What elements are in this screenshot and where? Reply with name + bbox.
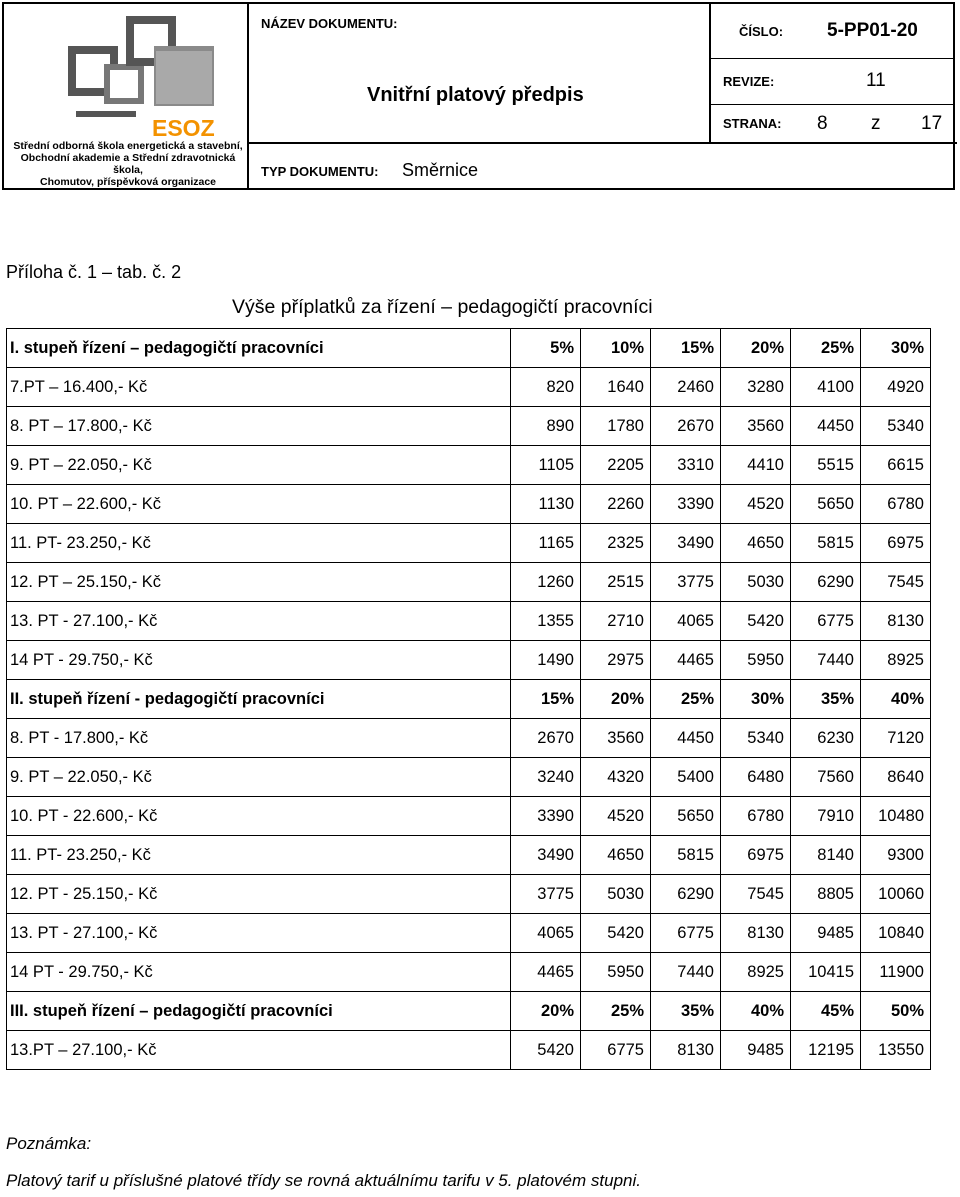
- supplement-value-cell: 5420: [721, 602, 791, 641]
- supplement-value-cell: 6615: [861, 446, 931, 485]
- salary-class-label: 13. PT - 27.100,- Kč: [7, 602, 511, 641]
- document-number: 5-PP01-20: [827, 20, 918, 41]
- percent-header-cell: 30%: [721, 680, 791, 719]
- supplement-table: [6, 328, 931, 1070]
- table-row: [7, 524, 931, 563]
- page-label: STRANA:: [723, 116, 782, 131]
- percent-header-cell: 25%: [581, 992, 651, 1031]
- percent-header-cell: 25%: [651, 680, 721, 719]
- supplement-value-cell: 1490: [511, 641, 581, 680]
- salary-class-label: 10. PT – 22.600,- Kč: [7, 485, 511, 524]
- supplement-value-cell: 8925: [861, 641, 931, 680]
- section-header-row: [7, 329, 931, 368]
- supplement-value-cell: 890: [511, 407, 581, 446]
- supplement-value-cell: 1130: [511, 485, 581, 524]
- supplement-value-cell: 2325: [581, 524, 651, 563]
- supplement-value-cell: 4320: [581, 758, 651, 797]
- supplement-value-cell: 5420: [511, 1031, 581, 1070]
- supplement-value-cell: 8130: [651, 1031, 721, 1070]
- supplement-value-cell: 3775: [651, 563, 721, 602]
- table-body: [7, 329, 931, 1070]
- salary-class-label: 9. PT – 22.050,- Kč: [7, 758, 511, 797]
- supplement-value-cell: 7545: [721, 875, 791, 914]
- supplement-value-cell: 2205: [581, 446, 651, 485]
- percent-header-cell: 15%: [511, 680, 581, 719]
- note-title: Poznámka:: [6, 1134, 92, 1153]
- supplement-value-cell: 10415: [791, 953, 861, 992]
- supplement-value-cell: 1105: [511, 446, 581, 485]
- supplement-value-cell: 4450: [791, 407, 861, 446]
- supplement-value-cell: 3490: [651, 524, 721, 563]
- table-row: [7, 797, 931, 836]
- supplement-value-cell: 3280: [721, 368, 791, 407]
- table-row: [7, 641, 931, 680]
- supplement-value-cell: 1640: [581, 368, 651, 407]
- section-heading: I. stupeň řízení – pedagogičtí pracovníci: [7, 329, 511, 368]
- supplement-value-cell: 4100: [791, 368, 861, 407]
- supplement-value-cell: 6290: [651, 875, 721, 914]
- supplement-value-cell: 4920: [861, 368, 931, 407]
- salary-class-label: 9. PT – 22.050,- Kč: [7, 446, 511, 485]
- table-row: [7, 836, 931, 875]
- doc-name-label: NÁZEV DOKUMENTU:: [261, 16, 398, 31]
- supplement-value-cell: 10840: [861, 914, 931, 953]
- supplement-value-cell: 7440: [791, 641, 861, 680]
- salary-class-label: 10. PT - 22.600,- Kč: [7, 797, 511, 836]
- table-row: [7, 602, 931, 641]
- document-header: [2, 2, 955, 190]
- supplement-value-cell: 8140: [791, 836, 861, 875]
- percent-header-cell: 35%: [791, 680, 861, 719]
- salary-class-label: 7.PT – 16.400,- Kč: [7, 368, 511, 407]
- logo-line-2: Obchodní akademie a Střední zdravotnická škola,: [20, 152, 236, 176]
- supplement-value-cell: 5420: [581, 914, 651, 953]
- supplement-value-cell: 5815: [791, 524, 861, 563]
- percent-header-cell: 45%: [791, 992, 861, 1031]
- revision-label: REVIZE:: [723, 74, 775, 89]
- percent-header-cell: 20%: [511, 992, 581, 1031]
- document-title: Vnitřní platový předpis: [367, 84, 584, 106]
- supplement-value-cell: 7910: [791, 797, 861, 836]
- page-current: 8: [817, 113, 828, 134]
- supplement-value-cell: 10060: [861, 875, 931, 914]
- supplement-value-cell: 7545: [861, 563, 931, 602]
- supplement-value-cell: 5950: [581, 953, 651, 992]
- supplement-value-cell: 8640: [861, 758, 931, 797]
- supplement-value-cell: 4410: [721, 446, 791, 485]
- table-row: [7, 953, 931, 992]
- supplement-value-cell: 5340: [721, 719, 791, 758]
- logo-school-name: [8, 140, 248, 188]
- title-cell: [249, 4, 711, 144]
- supplement-value-cell: 3240: [511, 758, 581, 797]
- supplement-value-cell: 6775: [651, 914, 721, 953]
- logo-line-1: Střední odborná škola energetická a stavební,: [13, 140, 243, 152]
- supplement-value-cell: 5950: [721, 641, 791, 680]
- logo-line-3: Chomutov, příspěvková organizace: [39, 176, 217, 188]
- supplement-value-cell: 4650: [721, 524, 791, 563]
- logo-brand-text: ESOZ: [152, 115, 215, 141]
- supplement-value-cell: 7120: [861, 719, 931, 758]
- table-row: [7, 485, 931, 524]
- supplement-value-cell: 9485: [791, 914, 861, 953]
- revision-number: 11: [866, 70, 886, 91]
- supplement-value-cell: 2260: [581, 485, 651, 524]
- table-row: [7, 368, 931, 407]
- supplement-value-cell: 1165: [511, 524, 581, 563]
- note-text: Platový tarif u příslušné platové třídy se rovná aktuálnímu tarifu v 5. platovém stupni.: [6, 1171, 641, 1190]
- supplement-value-cell: 4520: [581, 797, 651, 836]
- supplement-value-cell: 6230: [791, 719, 861, 758]
- page-total: 17: [921, 113, 943, 134]
- supplement-value-cell: 12195: [791, 1031, 861, 1070]
- supplement-value-cell: 820: [511, 368, 581, 407]
- table-row: [7, 407, 931, 446]
- supplement-value-cell: 8805: [791, 875, 861, 914]
- supplement-value-cell: 2670: [651, 407, 721, 446]
- section-header-row: [7, 992, 931, 1031]
- supplement-value-cell: 6775: [791, 602, 861, 641]
- salary-class-label: 8. PT - 17.800,- Kč: [7, 719, 511, 758]
- table-row: [7, 914, 931, 953]
- supplement-value-cell: 1780: [581, 407, 651, 446]
- supplement-value-cell: 10480: [861, 797, 931, 836]
- supplement-value-cell: 2515: [581, 563, 651, 602]
- type-cell: [249, 144, 957, 188]
- table-row: [7, 446, 931, 485]
- annex-reference: Příloha č. 1 – tab. č. 2: [6, 262, 182, 282]
- supplement-value-cell: 5030: [581, 875, 651, 914]
- supplement-value-cell: 7440: [651, 953, 721, 992]
- supplement-value-cell: 5650: [651, 797, 721, 836]
- salary-class-label: 14 PT - 29.750,- Kč: [7, 953, 511, 992]
- salary-class-label: 13. PT - 27.100,- Kč: [7, 914, 511, 953]
- percent-header-cell: 25%: [791, 329, 861, 368]
- percent-header-cell: 35%: [651, 992, 721, 1031]
- supplement-value-cell: 5340: [861, 407, 931, 446]
- supplement-value-cell: 3390: [651, 485, 721, 524]
- supplement-value-cell: 3310: [651, 446, 721, 485]
- supplement-value-cell: 5400: [651, 758, 721, 797]
- supplement-value-cell: 4065: [511, 914, 581, 953]
- salary-class-label: 11. PT- 23.250,- Kč: [7, 836, 511, 875]
- number-label: ČÍSLO:: [739, 24, 784, 39]
- supplement-value-cell: 3775: [511, 875, 581, 914]
- supplement-value-cell: 8925: [721, 953, 791, 992]
- supplement-value-cell: 2670: [511, 719, 581, 758]
- section-heading: II. stupeň řízení - pedagogičtí pracovníci: [7, 680, 511, 719]
- table-row: [7, 1031, 931, 1070]
- supplement-value-cell: 6975: [721, 836, 791, 875]
- supplement-value-cell: 1355: [511, 602, 581, 641]
- salary-class-label: 12. PT – 25.150,- Kč: [7, 563, 511, 602]
- revision-row: [711, 59, 955, 105]
- supplement-value-cell: 6780: [721, 797, 791, 836]
- section-heading: III. stupeň řízení – pedagogičtí pracovníci: [7, 992, 511, 1031]
- supplement-value-cell: 3560: [581, 719, 651, 758]
- table-row: [7, 758, 931, 797]
- percent-header-cell: 40%: [721, 992, 791, 1031]
- page-row: [711, 105, 955, 142]
- supplement-value-cell: 6975: [861, 524, 931, 563]
- supplement-value-cell: 2710: [581, 602, 651, 641]
- percent-header-cell: 20%: [581, 680, 651, 719]
- supplement-value-cell: 4650: [581, 836, 651, 875]
- doc-type-label: TYP DOKUMENTU:: [261, 164, 379, 179]
- meta-cells: [711, 4, 957, 144]
- supplement-value-cell: 9485: [721, 1031, 791, 1070]
- salary-class-label: 13.PT – 27.100,- Kč: [7, 1031, 511, 1070]
- supplement-value-cell: 8130: [861, 602, 931, 641]
- percent-header-cell: 15%: [651, 329, 721, 368]
- salary-class-label: 14 PT - 29.750,- Kč: [7, 641, 511, 680]
- page-of: z: [871, 113, 881, 134]
- supplement-value-cell: 4520: [721, 485, 791, 524]
- number-row: [711, 4, 955, 59]
- supplement-value-cell: 4465: [651, 641, 721, 680]
- table-row: [7, 875, 931, 914]
- supplement-value-cell: 7560: [791, 758, 861, 797]
- supplement-value-cell: 2460: [651, 368, 721, 407]
- supplement-value-cell: 4065: [651, 602, 721, 641]
- supplement-value-cell: 3390: [511, 797, 581, 836]
- supplement-value-cell: 4450: [651, 719, 721, 758]
- section-header-row: [7, 680, 931, 719]
- supplement-value-cell: 6775: [581, 1031, 651, 1070]
- document-type: Směrnice: [402, 160, 479, 180]
- supplement-value-cell: 9300: [861, 836, 931, 875]
- supplement-value-cell: 13550: [861, 1031, 931, 1070]
- supplement-value-cell: 5030: [721, 563, 791, 602]
- supplement-value-cell: 3560: [721, 407, 791, 446]
- supplement-value-cell: 11900: [861, 953, 931, 992]
- supplement-value-cell: 1260: [511, 563, 581, 602]
- table-title: Výše příplatků za řízení – pedagogičtí pracovníci: [232, 296, 653, 318]
- supplement-value-cell: 6480: [721, 758, 791, 797]
- percent-header-cell: 5%: [511, 329, 581, 368]
- salary-class-label: 8. PT – 17.800,- Kč: [7, 407, 511, 446]
- supplement-value-cell: 2975: [581, 641, 651, 680]
- supplement-value-cell: 4465: [511, 953, 581, 992]
- salary-class-label: 12. PT - 25.150,- Kč: [7, 875, 511, 914]
- percent-header-cell: 50%: [861, 992, 931, 1031]
- supplement-value-cell: 5515: [791, 446, 861, 485]
- logo-cell: [4, 4, 249, 188]
- table-row: [7, 563, 931, 602]
- percent-header-cell: 30%: [861, 329, 931, 368]
- percent-header-cell: 40%: [861, 680, 931, 719]
- percent-header-cell: 20%: [721, 329, 791, 368]
- supplement-value-cell: 6780: [861, 485, 931, 524]
- supplement-value-cell: 8130: [721, 914, 791, 953]
- table-row: [7, 719, 931, 758]
- percent-header-cell: 10%: [581, 329, 651, 368]
- supplement-value-cell: 6290: [791, 563, 861, 602]
- salary-class-label: 11. PT- 23.250,- Kč: [7, 524, 511, 563]
- supplement-value-cell: 3490: [511, 836, 581, 875]
- supplement-value-cell: 5650: [791, 485, 861, 524]
- supplement-value-cell: 5815: [651, 836, 721, 875]
